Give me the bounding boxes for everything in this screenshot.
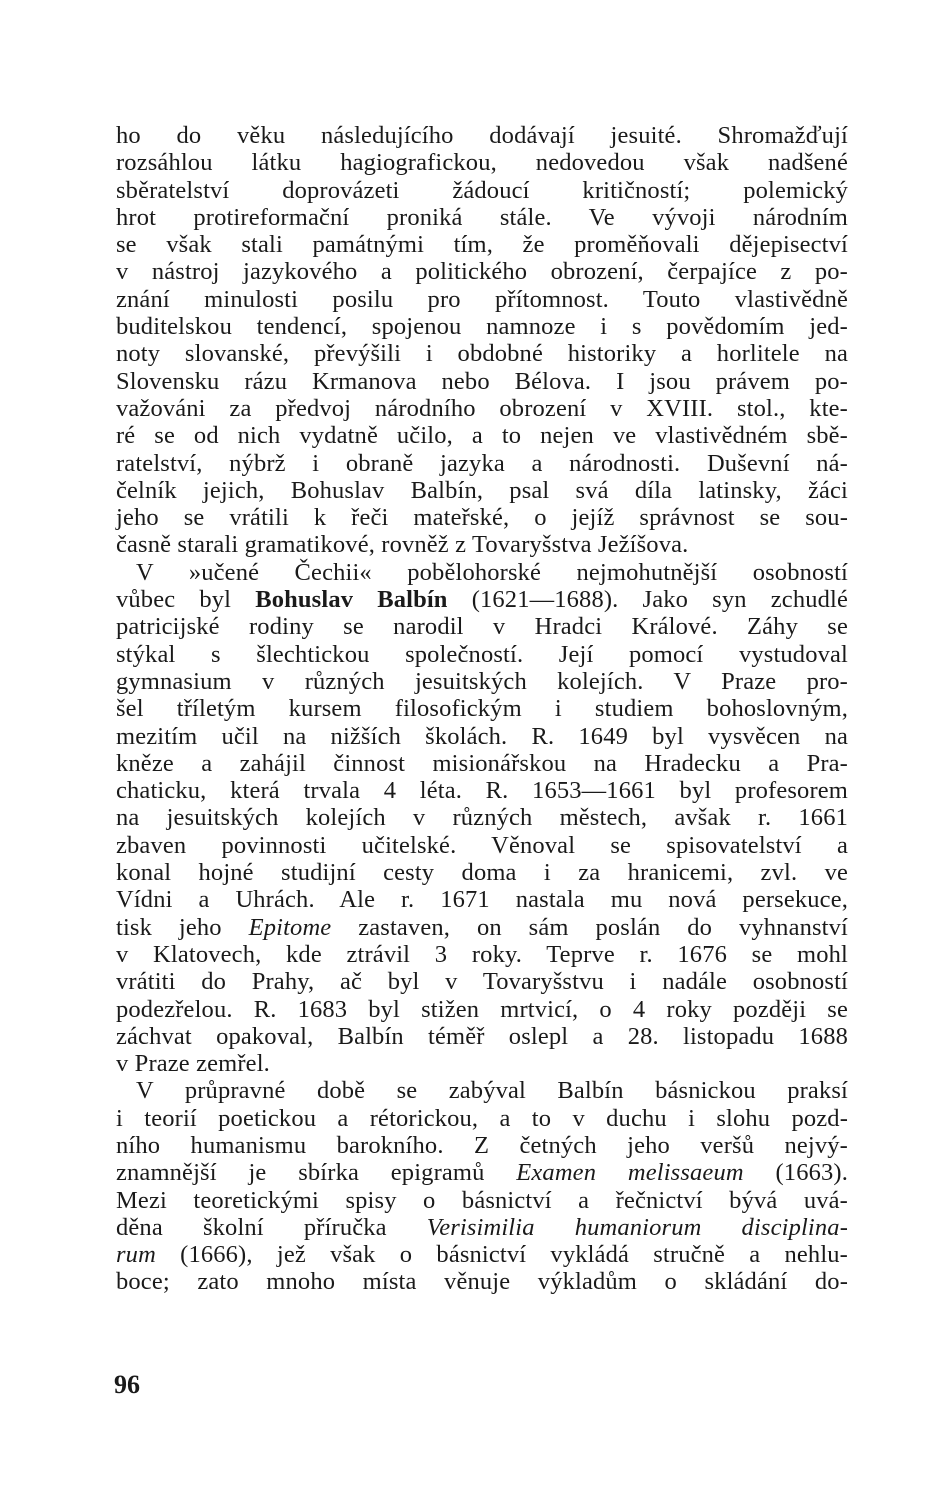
text-line: mezitím učil na nižších školách. R. 1649 byl vysvěcen na (116, 722, 848, 750)
bold-name: Bohuslav Balbín (255, 586, 448, 614)
text-line: Slovensku rázu Krmanova nebo Bélova. I jsou právem po- (116, 367, 848, 395)
text-line: noty slovanské, převýšili i obdobné historiky a horlitele na (116, 340, 848, 368)
text-line: patricijské rodiny se narodil v Hradci Králové. Záhy se (116, 613, 848, 641)
text-line: rozsáhlou látku hagiografickou, nedovedou však nadšené (116, 149, 848, 177)
text-line: konal hojné studijní cesty doma i za hranicemi, zvl. ve (116, 859, 848, 887)
italic-title: Epitome (248, 913, 332, 941)
text-line (116, 1159, 848, 1186)
text-line: ního humanismu barokního. Z četných jeho veršů nejvý- (116, 1131, 848, 1159)
text-line: sběratelství doprovázeti žádoucí kritičností; polemický (116, 176, 848, 204)
text-line: vrátiti do Prahy, ač byl v Tovaryšstvu i nadále osobností (116, 968, 848, 996)
text-line (116, 1241, 848, 1268)
text-line (116, 914, 848, 941)
text-line: kněze a zahájil činnost misionářskou na Hradecku a Pra- (116, 749, 848, 777)
text-line: boce; zato mnoho místa věnuje výkladům o skládání do- (116, 1268, 848, 1296)
text-fragment: znamnější je sbírka epigramů (116, 1159, 517, 1187)
body-text (116, 122, 848, 1296)
text-fragment: zastaven, on sám poslán do vyhnanství (331, 913, 848, 941)
text-line: važováni za předvoj národního obrození v XVIII. stol., kte- (116, 394, 848, 422)
text-line (116, 586, 848, 613)
text-line: hrot protireformační proniká stále. Ve vývoji národním (116, 203, 848, 231)
text-line: v nástroj jazykového a politického obrození, čerpajíce z po- (116, 258, 848, 286)
text-line: Mezi teoretickými spisy o básnictví a řečnictví bývá uvá- (116, 1186, 848, 1214)
text-fragment: děna školní příručka (116, 1213, 427, 1241)
italic-title: Verisimilia humaniorum disciplina- (426, 1213, 849, 1241)
text-line: i teorií poetickou a rétorickou, a to v duchu i slohu pozd- (116, 1104, 848, 1132)
text-line: ré se od nich vydatně učilo, a to nejen ve vlastivědném sbě- (116, 422, 848, 450)
text-line: Vídni a Uhrách. Ale r. 1671 nastala mu nová persekuce, (116, 886, 848, 914)
text-fragment: tisk jeho (116, 913, 249, 941)
text-line: v Klatovech, kde ztrávil 3 roky. Teprve r. 1676 se mohl (116, 940, 848, 968)
text-line: čelník jejich, Bohuslav Balbín, psal svá díla latinsky, žáci (116, 476, 848, 504)
text-fragment: (1621—1688). Jako syn zchudlé (447, 586, 848, 614)
text-line: zbaven povinnosti učitelské. Věnoval se spisovatelství a (116, 831, 848, 859)
text-line: stýkal s šlechtickou společností. Její pomocí vystudoval (116, 640, 848, 668)
text-fragment: (1663). (743, 1159, 848, 1187)
text-line: ho do věku následujícího dodávají jesuité. Shromažďují (116, 122, 848, 149)
text-line: v Praze zemřel. (116, 1050, 270, 1078)
text-line: V průpravné době se zabýval Balbín básnickou praksí (136, 1077, 848, 1105)
text-line: gymnasium v různých jesuitských kolejích. V Praze pro- (116, 667, 848, 695)
text-line: na jesuitských kolejích v různých městech, avšak r. 1661 (116, 804, 848, 832)
text-line: buditelskou tendencí, spojenou namnoze i s povědomím jed- (116, 313, 848, 341)
text-line: podezřelou. R. 1683 byl stižen mrtvicí, o 4 roky později se (116, 995, 848, 1023)
page-number: 96 (114, 1370, 140, 1399)
text-line: časně starali gramatikové, rovněž z Tovaryšstva Ježíšova. (116, 531, 689, 559)
text-line: ratelství, nýbrž i obraně jazyka a národnosti. Duševní ná- (116, 449, 848, 477)
italic-title: rum (116, 1241, 156, 1269)
text-line: šel tříletým kursem filosofickým i studiem bohoslovným, (116, 695, 848, 723)
text-line: jeho se vrátili k řeči mateřské, o jejíž správnost se sou- (116, 504, 848, 532)
text-fragment: vůbec byl (116, 586, 256, 614)
text-line: chaticku, která trvala 4 léta. R. 1653—1661 byl profesorem (116, 777, 848, 805)
text-fragment: (1666), jež však o básnictví vykládá stručně a nehlu- (155, 1241, 848, 1269)
text-line: záchvat opakoval, Balbín téměř oslepl a 28. listopadu 1688 (116, 1022, 848, 1050)
text-line: znání minulosti posilu pro přítomnost. Touto vlastivědně (116, 285, 848, 313)
italic-title: Examen melissaeum (516, 1159, 744, 1187)
text-line (116, 1214, 848, 1241)
text-line: se však stali památnými tím, že proměňovali dějepisectví (116, 231, 848, 259)
text-line: V »učené Čechii« pobělohorské nejmohutnější osobností (136, 558, 848, 586)
